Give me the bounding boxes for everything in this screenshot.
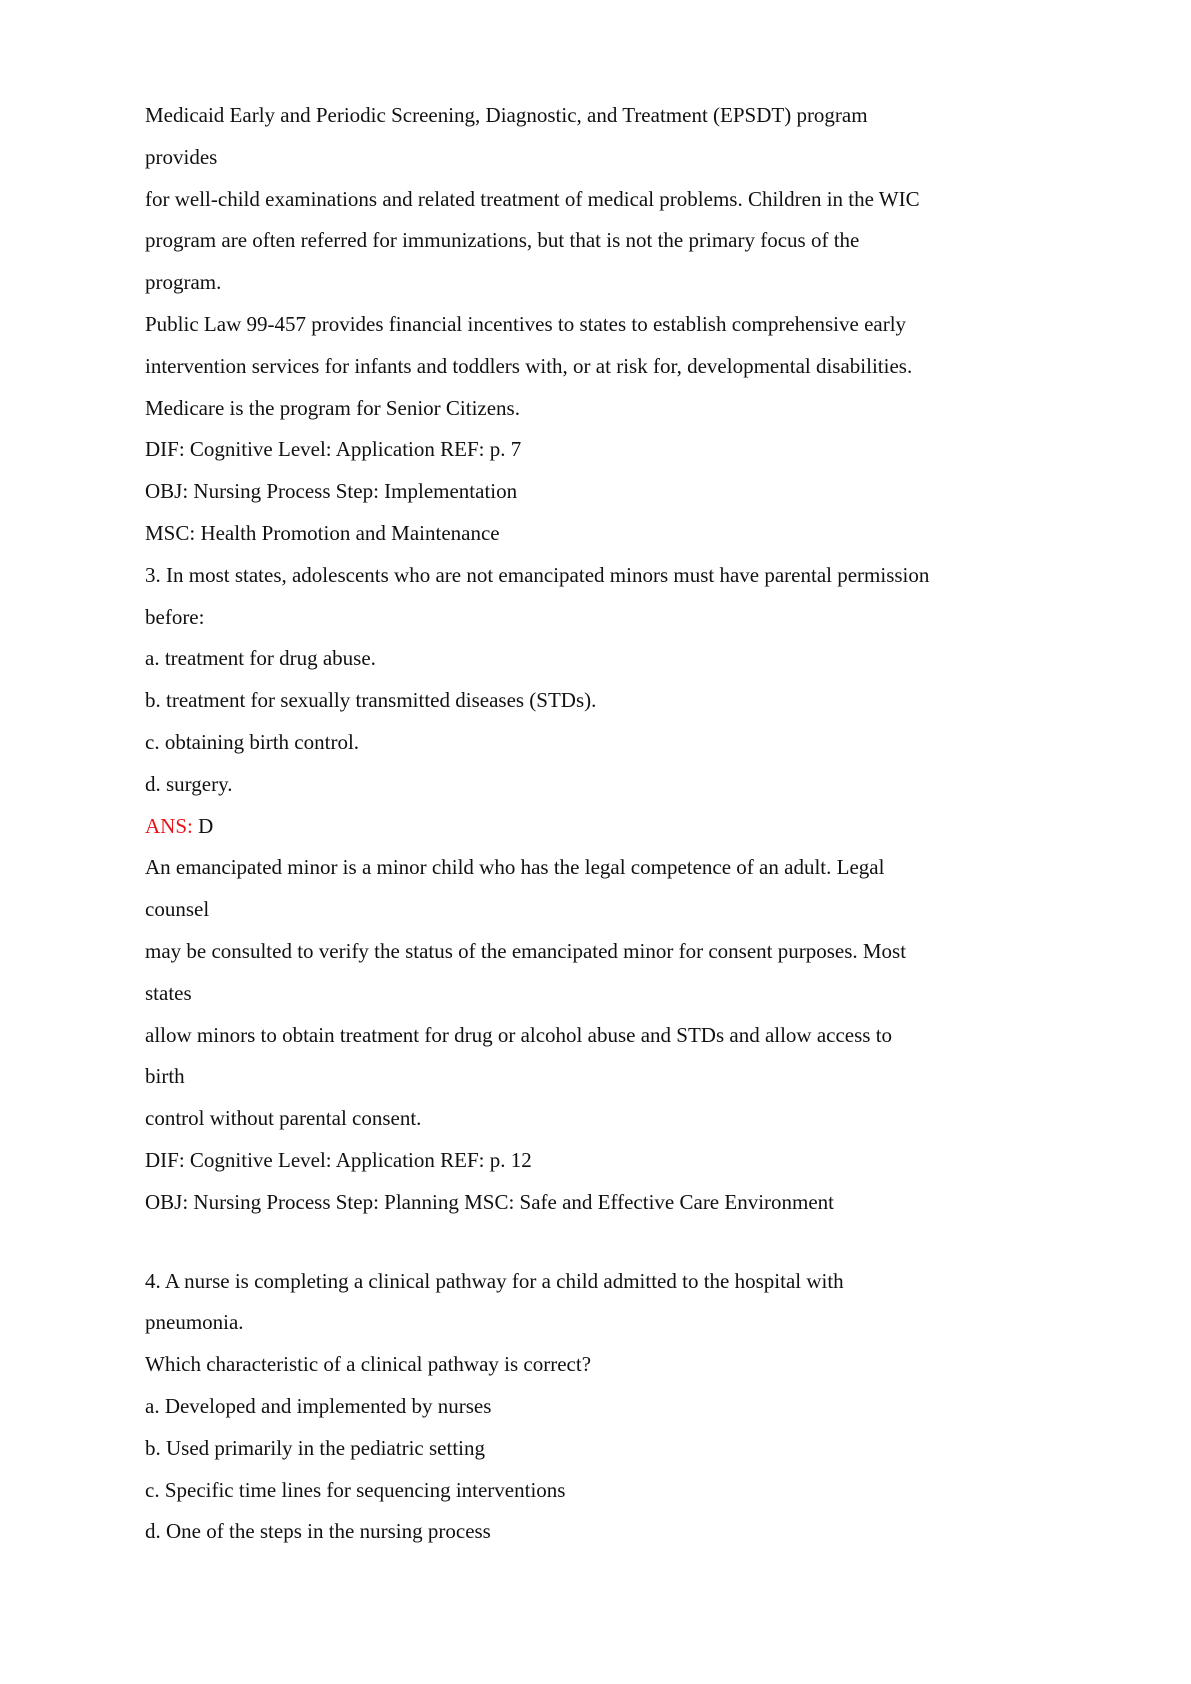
section-gap — [145, 1224, 1085, 1261]
text-line: intervention services for infants and toddlers with, or at risk for, developmental disabilities. — [145, 353, 913, 378]
question-text: pneumonia. — [145, 1310, 244, 1335]
answer-option-b: b. treatment for sexually transmitted diseases (STDs). — [145, 688, 597, 713]
meta-category: MSC: Health Promotion and Maintenance — [145, 520, 500, 545]
text-line: for well-child examinations and related treatment of medical problems. Children in the WIC — [145, 186, 920, 211]
question-text: before: — [145, 604, 205, 629]
meta-objective: OBJ: Nursing Process Step: Implementation — [145, 479, 518, 504]
rationale-text: may be consulted to verify the status of the emancipated minor for consent purposes. Most — [145, 938, 907, 963]
answer-option-c: c. obtaining birth control. — [145, 729, 360, 754]
meta-difficulty: DIF: Cognitive Level: Application REF: p. 12 — [145, 1147, 532, 1172]
answer-option-a: a. treatment for drug abuse. — [145, 646, 376, 671]
text-line: program are often referred for immunizations, but that is not the primary focus of the — [145, 228, 860, 253]
text-line: Medicaid Early and Periodic Screening, Diagnostic, and Treatment (EPSDT) program — [145, 103, 868, 127]
text-line: provides — [145, 144, 218, 169]
rationale-text: allow minors to obtain treatment for drug or alcohol abuse and STDs and allow access to — [145, 1022, 893, 1047]
text-line: Public Law 99-457 provides financial incentives to states to establish comprehensive early — [145, 311, 907, 336]
rationale-text: control without parental consent. — [145, 1106, 422, 1131]
answer-label: ANS: — [145, 813, 193, 838]
answer-option-d: d. One of the steps in the nursing process — [145, 1519, 491, 1544]
answer-option-c: c. Specific time lines for sequencing interventions — [145, 1477, 566, 1502]
question-text: Which characteristic of a clinical pathway is correct? — [145, 1352, 592, 1377]
answer-option-d: d. surgery. — [145, 771, 233, 796]
text-line: Medicare is the program for Senior Citizens. — [145, 395, 520, 420]
question-4 — [145, 1261, 1085, 1554]
meta-objective: OBJ: Nursing Process Step: Planning MSC: Safe and Effective Care Environment — [145, 1189, 835, 1214]
rationale-text: An emancipated minor is a minor child who has the legal competence of an adult. Legal — [145, 855, 885, 880]
answer-value: D — [192, 813, 214, 838]
answer-line — [145, 806, 1085, 848]
meta-difficulty: DIF: Cognitive Level: Application REF: p. 7 — [145, 437, 522, 462]
question-text: 3. In most states, adolescents who are not emancipated minors must have parental permission — [145, 562, 930, 587]
question-3 — [145, 555, 1085, 1224]
rationale-text: states — [145, 980, 192, 1005]
question-text: 4. A nurse is completing a clinical pathway for a child admitted to the hospital with — [145, 1268, 844, 1293]
page-content — [145, 95, 1085, 1553]
rationale-text: birth — [145, 1064, 185, 1089]
rationale-block-q2 — [145, 95, 1085, 555]
answer-option-b: b. Used primarily in the pediatric setting — [145, 1435, 485, 1460]
text-line: program. — [145, 270, 222, 295]
rationale-text: counsel — [145, 897, 210, 922]
answer-option-a: a. Developed and implemented by nurses — [145, 1393, 492, 1418]
